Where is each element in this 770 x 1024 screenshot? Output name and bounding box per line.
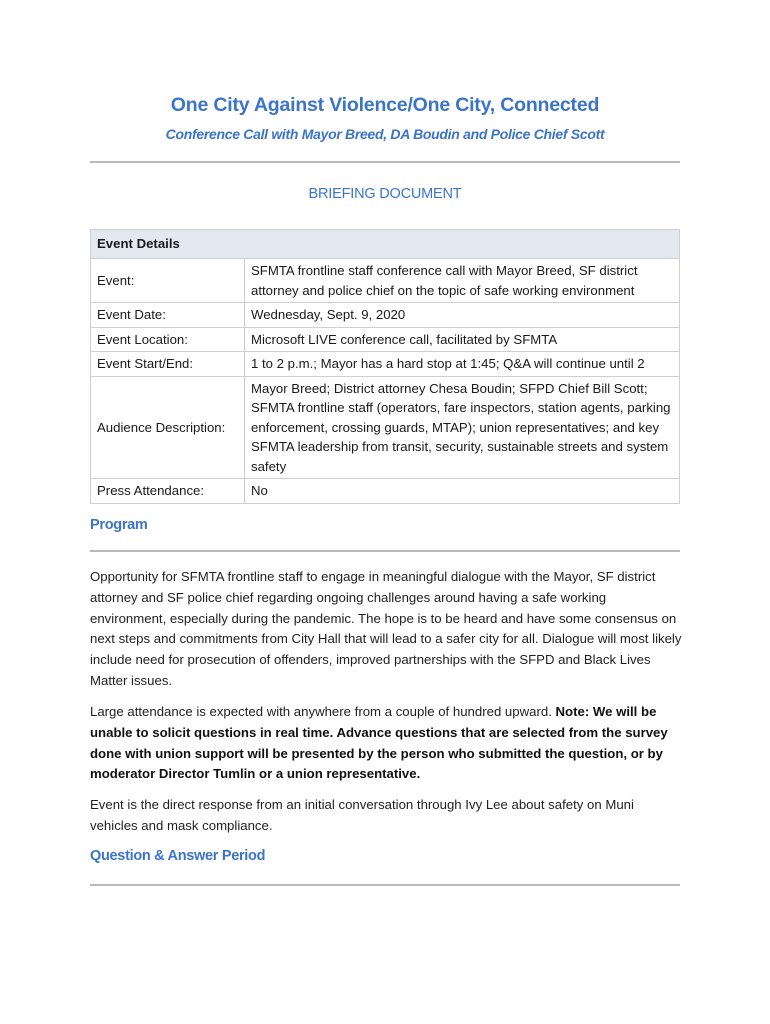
row-value: Mayor Breed; District attorney Chesa Boudin; SFPD Chief Bill Scott; SFMTA frontline staff (operators, fare inspectors, station agents, parking enforcement, crossing guards, MTAP); union representatives; and key SFMTA leadership from transit, security, sustainable streets and system safety	[245, 376, 680, 479]
table-row	[91, 376, 680, 479]
row-label: Press Attendance:	[91, 479, 245, 504]
table-row	[91, 303, 680, 328]
row-value: 1 to 2 p.m.; Mayor has a hard stop at 1:45; Q&A will continue until 2	[245, 352, 680, 377]
row-label: Event Location:	[91, 327, 245, 352]
event-details-header-row	[91, 230, 680, 259]
program-heading: Program	[90, 517, 148, 533]
row-label: Event Date:	[91, 303, 245, 328]
divider	[90, 550, 680, 552]
program-paragraph-1: Opportunity for SFMTA frontline staff to engage in meaningful dialogue with the Mayor, SF district attorney and SF police chief regarding ongoing challenges around having a safe working environment, especially during the pandemic. The hope is to be heard and have some consensus on next steps and commitments from City Hall that will lead to a safer city for all. Dialogue will most likely include need for prosecution of offenders, improved partnerships with the SFPD and Black Lives Matter issues.	[90, 569, 682, 688]
attendance-note: Note: We will be unable to solicit questions in real time. Advance questions that are selected from the survey done with union support will be presented by the person who submitted the question, or by moderator Director Tumlin or a union representative.	[90, 704, 668, 782]
row-value: Microsoft LIVE conference call, facilitated by SFMTA	[245, 327, 680, 352]
paragraph-text: Large attendance is expected with anywhere from a couple of hundred upward.	[90, 704, 556, 719]
document-type-heading: BRIEFING DOCUMENT	[308, 186, 462, 202]
document-title: One City Against Violence/One City, Connected	[170, 94, 600, 116]
table-row	[91, 479, 680, 504]
row-label: Event Start/End:	[91, 352, 245, 377]
table-row	[91, 352, 680, 377]
qa-heading: Question & Answer Period	[90, 848, 266, 864]
row-label: Event:	[91, 259, 245, 303]
table-row	[91, 259, 680, 303]
row-value: SFMTA frontline staff conference call with Mayor Breed, SF district attorney and police chief on the topic of safe working environment	[245, 259, 680, 303]
row-label: Audience Description:	[91, 376, 245, 479]
event-details-table	[90, 229, 680, 504]
program-paragraph-2	[90, 702, 682, 785]
divider	[90, 161, 680, 163]
event-details-heading: Event Details	[91, 230, 680, 259]
row-value: Wednesday, Sept. 9, 2020	[245, 303, 680, 328]
divider	[90, 884, 680, 886]
table-row	[91, 327, 680, 352]
program-paragraph-3: Event is the direct response from an initial conversation through Ivy Lee about safety on Muni vehicles and mask compliance.	[90, 797, 634, 833]
document-subtitle: Conference Call with Mayor Breed, DA Boudin and Police Chief Scott	[165, 126, 605, 142]
row-value: No	[245, 479, 680, 504]
